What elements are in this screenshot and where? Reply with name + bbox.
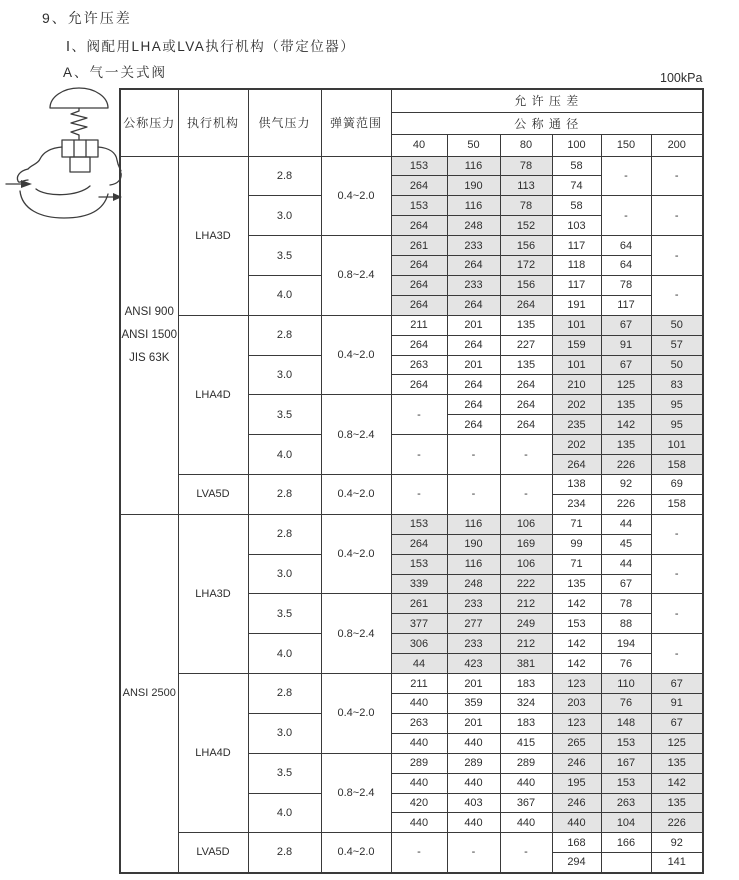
dp-value-cell: 104	[601, 813, 651, 833]
dp-value-cell: 78	[601, 594, 651, 614]
supply-pressure: 2.8	[248, 156, 321, 196]
dp-value-cell: 50	[651, 315, 703, 335]
dp-value-cell: 264	[447, 335, 500, 355]
dp-value-cell: 64	[601, 236, 651, 256]
dp-value-cell: -	[651, 156, 703, 196]
dp-value-cell: 264	[391, 176, 447, 196]
dp-value-cell: 440	[447, 733, 500, 753]
dp-value-cell: 167	[601, 753, 651, 773]
dp-value-cell: 367	[500, 793, 552, 813]
supply-pressure: 3.5	[248, 594, 321, 634]
dp-value-cell: 264	[447, 415, 500, 435]
dp-value-cell: 117	[552, 275, 601, 295]
dp-value-cell: 153	[391, 554, 447, 574]
dp-value-cell: 264	[391, 295, 447, 315]
dp-value-cell: 211	[391, 674, 447, 694]
dp-value-cell: 195	[552, 773, 601, 793]
dp-value-cell: 44	[391, 654, 447, 674]
actuator-model: LHA4D	[178, 315, 248, 474]
dp-value-cell: 78	[601, 275, 651, 295]
dp-value-cell: 264	[447, 375, 500, 395]
dp-value-cell: 211	[391, 315, 447, 335]
dp-value-cell: 263	[391, 355, 447, 375]
dp-value-cell: 116	[447, 196, 500, 216]
dp-value-cell: 153	[552, 614, 601, 634]
dp-value-cell: 440	[500, 813, 552, 833]
dp-value-cell: 440	[552, 813, 601, 833]
valve-schematic-icon	[4, 85, 122, 235]
dp-value-cell: 440	[447, 813, 500, 833]
dp-value-cell: 201	[447, 315, 500, 335]
dp-value-cell: 142	[651, 773, 703, 793]
dp-value-cell: 71	[552, 554, 601, 574]
supply-pressure: 2.8	[248, 674, 321, 714]
supply-pressure: 3.0	[248, 713, 321, 753]
dp-value-cell: -	[651, 236, 703, 276]
dp-value-cell: -	[500, 475, 552, 515]
dp-value-cell: 58	[552, 156, 601, 176]
dp-value-cell: 67	[601, 574, 651, 594]
dp-value-cell: 183	[500, 713, 552, 733]
spring-range: 0.8~2.4	[321, 753, 391, 833]
dp-value-cell: 117	[552, 236, 601, 256]
dp-value-cell: 190	[447, 176, 500, 196]
dp-value-cell: 148	[601, 713, 651, 733]
dp-value-cell: 135	[500, 315, 552, 335]
header-dn-200: 200	[651, 134, 703, 156]
dp-value-cell: 324	[500, 693, 552, 713]
pressure-class-line: ANSI 1500	[121, 329, 178, 342]
dp-value-cell: 142	[601, 415, 651, 435]
dp-value-cell: 212	[500, 634, 552, 654]
dp-value-cell: 58	[552, 196, 601, 216]
dp-value-cell: 248	[447, 216, 500, 236]
dp-value-cell: 264	[500, 295, 552, 315]
dp-value-cell: -	[447, 833, 500, 873]
dp-value-cell: 264	[391, 375, 447, 395]
dp-value-cell: -	[391, 395, 447, 435]
dp-value-cell: 190	[447, 534, 500, 554]
actuator-model: LHA4D	[178, 674, 248, 833]
dp-value-cell: 233	[447, 236, 500, 256]
dp-value-cell: 440	[447, 773, 500, 793]
dp-value-cell: 106	[500, 554, 552, 574]
dp-value-cell: 264	[391, 534, 447, 554]
dp-value-cell: 95	[651, 395, 703, 415]
dp-value-cell: 95	[651, 415, 703, 435]
nominal-pressure-group	[120, 156, 178, 514]
dp-value-cell: 83	[651, 375, 703, 395]
dp-value-cell	[601, 853, 651, 873]
supply-pressure: 3.5	[248, 236, 321, 276]
spring-range: 0.4~2.0	[321, 475, 391, 515]
dp-value-cell: 264	[500, 415, 552, 435]
spring-range: 0.4~2.0	[321, 315, 391, 395]
dp-value-cell: 420	[391, 793, 447, 813]
dp-value-cell: 381	[500, 654, 552, 674]
dp-value-cell: 91	[601, 335, 651, 355]
dp-value-cell: -	[391, 833, 447, 873]
dp-value-cell: 294	[552, 853, 601, 873]
spring-range: 0.4~2.0	[321, 514, 391, 594]
supply-pressure: 4.0	[248, 275, 321, 315]
dp-value-cell: 235	[552, 415, 601, 435]
dp-value-cell: 125	[601, 375, 651, 395]
pressure-class-line: ANSI 900	[124, 306, 174, 319]
dp-value-cell: 264	[500, 375, 552, 395]
dp-value-cell: 289	[500, 753, 552, 773]
header-dn-80: 80	[500, 134, 552, 156]
dp-value-cell: 159	[552, 335, 601, 355]
dp-value-cell: 67	[601, 315, 651, 335]
dp-value-cell: 152	[500, 216, 552, 236]
header-dn-50: 50	[447, 134, 500, 156]
dp-value-cell: 74	[552, 176, 601, 196]
supply-pressure: 2.8	[248, 514, 321, 554]
supply-pressure: 4.0	[248, 634, 321, 674]
dp-value-cell: 233	[447, 634, 500, 654]
supply-pressure: 3.0	[248, 554, 321, 594]
dp-value-cell: 153	[601, 773, 651, 793]
dp-value-cell: 158	[651, 455, 703, 475]
dp-value-cell: 264	[500, 395, 552, 415]
dp-value-cell: 183	[500, 674, 552, 694]
dp-value-cell: 222	[500, 574, 552, 594]
page-subtitle: Ⅰ、阀配用LHA或LVA执行机构（带定位器）	[66, 39, 356, 54]
header-nominal-pressure: 公称压力	[120, 89, 178, 156]
dp-value-cell: 45	[601, 534, 651, 554]
dp-value-cell: 101	[651, 435, 703, 455]
header-nominal-diameter: 公 称 通 径	[391, 112, 703, 134]
dp-value-cell: 246	[552, 793, 601, 813]
dp-value-cell: 264	[391, 275, 447, 295]
dp-value-cell: 201	[447, 674, 500, 694]
actuator-model: LHA3D	[178, 514, 248, 673]
dp-value-cell: 203	[552, 693, 601, 713]
dp-value-cell: 67	[651, 674, 703, 694]
supply-pressure: 3.0	[248, 196, 321, 236]
dp-value-cell: 92	[651, 833, 703, 853]
dp-value-cell: 138	[552, 475, 601, 495]
dp-value-cell: -	[651, 196, 703, 236]
dp-value-cell: 44	[601, 514, 651, 534]
dp-value-cell: 142	[552, 654, 601, 674]
page-title: 9、允许压差	[42, 10, 132, 26]
header-spring-range: 弹簧范围	[321, 89, 391, 156]
dp-value-cell: 103	[552, 216, 601, 236]
dp-value-cell: -	[651, 554, 703, 594]
dp-value-cell: 168	[552, 833, 601, 853]
dp-value-cell: 440	[391, 733, 447, 753]
dp-value-cell: 415	[500, 733, 552, 753]
supply-pressure: 3.0	[248, 355, 321, 395]
header-dn-150: 150	[601, 134, 651, 156]
dp-value-cell: 202	[552, 435, 601, 455]
dp-value-cell: 153	[601, 733, 651, 753]
pressure-table	[119, 88, 704, 874]
pressure-table-body	[120, 89, 703, 873]
dp-value-cell: 78	[500, 196, 552, 216]
dp-value-cell: -	[500, 833, 552, 873]
dp-value-cell: 263	[391, 713, 447, 733]
dp-value-cell: 440	[391, 813, 447, 833]
dp-value-cell: -	[601, 156, 651, 196]
dp-value-cell: 264	[391, 335, 447, 355]
dp-value-cell: 248	[447, 574, 500, 594]
spring-range: 0.4~2.0	[321, 833, 391, 873]
dp-value-cell: 359	[447, 693, 500, 713]
actuator-model: LVA5D	[178, 833, 248, 873]
dp-value-cell: 261	[391, 594, 447, 614]
dp-value-cell: 201	[447, 355, 500, 375]
dp-value-cell: 212	[500, 594, 552, 614]
dp-value-cell: 261	[391, 236, 447, 256]
dp-value-cell: 249	[500, 614, 552, 634]
section-label: A、气一关式阀	[63, 65, 168, 80]
spring-range: 0.8~2.4	[321, 395, 391, 475]
dp-value-cell: -	[651, 275, 703, 315]
dp-value-cell: 423	[447, 654, 500, 674]
dp-value-cell: 226	[651, 813, 703, 833]
dp-value-cell: 264	[391, 216, 447, 236]
header-allowable-dp: 允 许 压 差	[391, 89, 703, 112]
dp-value-cell: 44	[601, 554, 651, 574]
dp-value-cell: -	[391, 435, 447, 475]
dp-value-cell: 264	[447, 256, 500, 276]
supply-pressure: 2.8	[248, 475, 321, 515]
dp-value-cell: 123	[552, 713, 601, 733]
dp-value-cell: 64	[601, 256, 651, 276]
dp-value-cell: 306	[391, 634, 447, 654]
supply-pressure: 4.0	[248, 793, 321, 833]
dp-value-cell: 116	[447, 156, 500, 176]
dp-value-cell: 246	[552, 753, 601, 773]
header-actuator: 执行机构	[178, 89, 248, 156]
dp-value-cell: 142	[552, 594, 601, 614]
dp-value-cell: 440	[500, 773, 552, 793]
dp-value-cell: -	[447, 475, 500, 515]
dp-value-cell: 67	[601, 355, 651, 375]
dp-value-cell: 153	[391, 196, 447, 216]
unit-label: 100kPa	[660, 71, 703, 85]
actuator-model: LHA3D	[178, 156, 248, 315]
dp-value-cell: 153	[391, 514, 447, 534]
dp-value-cell: 142	[552, 634, 601, 654]
dp-value-cell: 202	[552, 395, 601, 415]
dp-value-cell: 88	[601, 614, 651, 634]
actuator-model: LVA5D	[178, 475, 248, 515]
dp-value-cell: 440	[391, 693, 447, 713]
dp-value-cell: -	[391, 475, 447, 515]
dp-value-cell: 226	[601, 494, 651, 514]
pressure-class-line: JIS 63K	[129, 352, 170, 365]
dp-value-cell: 264	[552, 455, 601, 475]
header-dn-100: 100	[552, 134, 601, 156]
dp-value-cell: 67	[651, 713, 703, 733]
dp-value-cell: 156	[500, 275, 552, 295]
dp-value-cell: -	[500, 435, 552, 475]
dp-value-cell: 141	[651, 853, 703, 873]
dp-value-cell: 135	[601, 435, 651, 455]
dp-value-cell: 99	[552, 534, 601, 554]
dp-value-cell: 234	[552, 494, 601, 514]
dp-value-cell: 123	[552, 674, 601, 694]
spring-range: 0.4~2.0	[321, 156, 391, 236]
supply-pressure: 3.5	[248, 753, 321, 793]
dp-value-cell: 78	[500, 156, 552, 176]
dp-value-cell: 166	[601, 833, 651, 853]
dp-value-cell: 110	[601, 674, 651, 694]
dp-value-cell: 265	[552, 733, 601, 753]
dp-value-cell: 263	[601, 793, 651, 813]
dp-value-cell: 227	[500, 335, 552, 355]
dp-value-cell: 264	[391, 256, 447, 276]
dp-value-cell: 264	[447, 395, 500, 415]
supply-pressure: 3.5	[248, 395, 321, 435]
dp-value-cell: -	[651, 594, 703, 634]
dp-value-cell: 153	[391, 156, 447, 176]
header-supply-pressure: 供气压力	[248, 89, 321, 156]
dp-value-cell: 116	[447, 514, 500, 534]
dp-value-cell: -	[447, 435, 500, 475]
dp-value-cell: 194	[601, 634, 651, 654]
dp-value-cell: 113	[500, 176, 552, 196]
dp-value-cell: 210	[552, 375, 601, 395]
dp-value-cell: 289	[447, 753, 500, 773]
dp-value-cell: 172	[500, 256, 552, 276]
dp-value-cell: 106	[500, 514, 552, 534]
dp-value-cell: 403	[447, 793, 500, 813]
dp-value-cell: 76	[601, 693, 651, 713]
supply-pressure: 4.0	[248, 435, 321, 475]
dp-value-cell: 169	[500, 534, 552, 554]
supply-pressure: 2.8	[248, 833, 321, 873]
dp-value-cell: 158	[651, 494, 703, 514]
dp-value-cell: 201	[447, 713, 500, 733]
dp-value-cell: 440	[391, 773, 447, 793]
dp-value-cell: 116	[447, 554, 500, 574]
spring-range: 0.8~2.4	[321, 236, 391, 316]
dp-value-cell: 277	[447, 614, 500, 634]
dp-value-cell: 264	[447, 295, 500, 315]
dp-value-cell: -	[601, 196, 651, 236]
dp-value-cell: 125	[651, 733, 703, 753]
dp-value-cell: -	[651, 634, 703, 674]
dp-value-cell: 76	[601, 654, 651, 674]
dp-value-cell: 69	[651, 475, 703, 495]
header-dn-40: 40	[391, 134, 447, 156]
dp-value-cell: 117	[601, 295, 651, 315]
dp-value-cell: 57	[651, 335, 703, 355]
dp-value-cell: 233	[447, 275, 500, 295]
dp-value-cell: 233	[447, 594, 500, 614]
dp-value-cell: 377	[391, 614, 447, 634]
dp-value-cell: 191	[552, 295, 601, 315]
dp-value-cell: 101	[552, 355, 601, 375]
dp-value-cell: 135	[552, 574, 601, 594]
dp-value-cell: 226	[601, 455, 651, 475]
dp-value-cell: 118	[552, 256, 601, 276]
dp-value-cell: 339	[391, 574, 447, 594]
dp-value-cell: 135	[500, 355, 552, 375]
spring-range: 0.4~2.0	[321, 674, 391, 754]
dp-value-cell: 91	[651, 693, 703, 713]
dp-value-cell: 156	[500, 236, 552, 256]
dp-value-cell: 135	[651, 793, 703, 813]
dp-value-cell: 135	[651, 753, 703, 773]
dp-value-cell: -	[651, 514, 703, 554]
dp-value-cell: 71	[552, 514, 601, 534]
dp-value-cell: 135	[601, 395, 651, 415]
dp-value-cell: 101	[552, 315, 601, 335]
supply-pressure: 2.8	[248, 315, 321, 355]
spring-range: 0.8~2.4	[321, 594, 391, 674]
dp-value-cell: 92	[601, 475, 651, 495]
nominal-pressure-group: ANSI 2500	[120, 514, 178, 872]
dp-value-cell: 289	[391, 753, 447, 773]
dp-value-cell: 50	[651, 355, 703, 375]
